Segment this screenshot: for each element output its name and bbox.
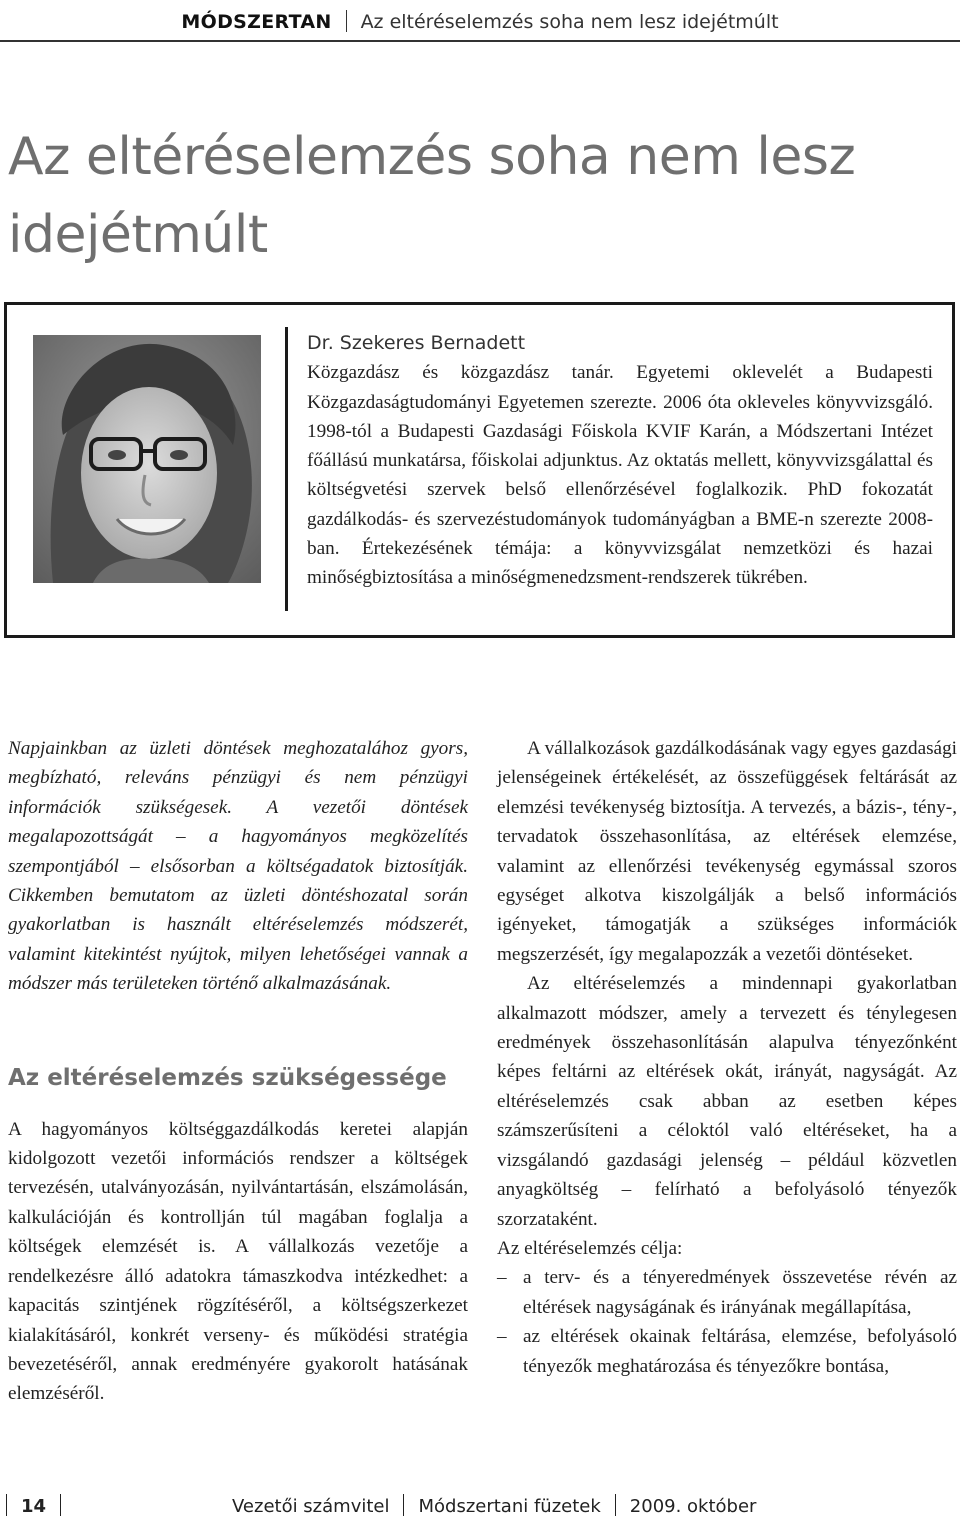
header-title: Az eltéréselemzés soha nem lesz idejétmúlt [360, 11, 779, 33]
body-paragraph: Az eltéréselemzés a mindennapi gyakorlatban alkalmazott módszer, amely a tervezett és ténylegesen eredmények összehasonlításán alapulva tényezőnként képes feltárni az eltérések okát, irányát, nagyságát. Az eltéréselemzés csak abban az esetben képes számszerűsíteni a céloktól való eltéréseket, ha a vizsgálandó gazdasági jelenség – például közvetlen anyagköltség – felírható a befolyásoló tényezők szorzataként. [497, 973, 957, 1230]
lead-paragraph: Napjainkban az üzleti döntések meghozatalához gyors, megbízható, releváns pénzügyi és nem pénzügyi információk szükségesek. A vezetői döntések megalapozottságát – a hagyományos megközelítés szempontjából – elsősorban a költségadatok biztosítják. Cikkemben bemutatom az üzleti döntéshozatal során gyakorlatban is használt eltéréselemzés módszerét, valamint kitekintést nyújtok, milyen lehetőségei vannak a módszer más területeken történő alkalmazásának. [8, 738, 468, 995]
page-number: 14 [21, 1496, 47, 1517]
header-divider [346, 10, 347, 32]
footer-publication [232, 1494, 756, 1517]
article-title-line1: Az eltéréselemzés soha nem lesz [8, 127, 856, 187]
header-section: MÓDSZERTAN [181, 11, 332, 33]
bio-vertical-rule [285, 327, 288, 611]
right-column [497, 734, 957, 1381]
footer-divider [6, 1494, 7, 1516]
footer-date: 2009. október [629, 1496, 757, 1517]
section-heading: Az eltéréselemzés szükségessége [8, 1064, 447, 1091]
footer-page-block [6, 1494, 75, 1517]
footer-divider [403, 1494, 404, 1516]
author-bio [307, 329, 933, 593]
author-portrait-icon [33, 335, 261, 583]
body-paragraph: A hagyományos költséggazdálkodás keretei alapján kidolgozott vezetői információs rendszer a költségek tervezésén, utalványozásán, nyilvántartásán, elszámolásán, kalkulációján és kontrollján túl magában foglalja a költségek elemzését is. A vállalkozás vezetője a rendelkezésre álló adatokra támaszkodva intézkedhet: a kapacitás szintjének rögzítéséről, a költségszerkezet kialakításáról, konkrét verseny- és működési stratégia bevezetéséről, annak eredményére gyakorolt hatásának elemzéséről. [8, 1118, 468, 1405]
article-title-line2: idejétmúlt [8, 205, 268, 265]
author-name: Dr. Szekeres Bernadett [307, 332, 526, 354]
page-footer [0, 1494, 960, 1520]
author-photo [33, 335, 261, 583]
footer-series: Módszertani füzetek [418, 1496, 601, 1517]
body-paragraph: A vállalkozások gazdálkodásának vagy egyes gazdasági jelenségeinek értékelését, az összefüggések feltárását az elemzési tevékenység biztosítja. A tervezés, a bázis-, tény-, tervadatok összehasonlítása, az eltérések elemzése, valamint az ellenőrzési tevékenység egymással szoros egységet alkotva kiszolgálják a belső információs igényeket, támogatják a szükséges információk megszerzését, így megalapozzák a vezetői döntéseket. [497, 738, 957, 965]
running-header [0, 0, 960, 46]
goal-label: Az eltéréselemzés célja: [497, 1237, 683, 1259]
list-item: – a terv- és a tényeredmények összevetése révén az eltérések nagyságának és irányának megállapítása, [497, 1263, 957, 1322]
author-bio-box [4, 302, 955, 638]
footer-divider [60, 1494, 61, 1516]
footer-journal: Vezetői számvitel [232, 1496, 390, 1517]
left-column [8, 734, 468, 1409]
goal-list [497, 1263, 957, 1381]
author-bio-text: Közgazdász és közgazdász tanár. Egyetemi oklevelét a Budapesti Közgazdaságtudományi Egyetemen szerezte. 2006 óta okleveles könyvvizsgáló. 1998-tól a Budapesti Gazdasági Főiskola KVIF Karán, a Módszertani Intézet főállású munkatársa, főiskolai adjunktus. Az oktatás mellett, könyvvizsgálattal és költségvetési szervek belső ellenőrzésével foglalkozik. PhD fokozatát gazdálkodás- és szervezéstudományok tudományágban a BME-n szerezte 2008-ban. Értekezésének témája: a könyvvizsgálat nemzetközi és hazai minőségbiztosítása a minőségmenedzsment-rendszerek tükrében. [307, 362, 933, 589]
header-rule [0, 40, 960, 42]
header-text [0, 10, 960, 33]
article-title [8, 118, 908, 274]
footer-divider [615, 1494, 616, 1516]
list-item: – az eltérések okainak feltárása, elemzése, befolyásoló tényezők meghatározása és tényezőkre bontása, [497, 1322, 957, 1381]
